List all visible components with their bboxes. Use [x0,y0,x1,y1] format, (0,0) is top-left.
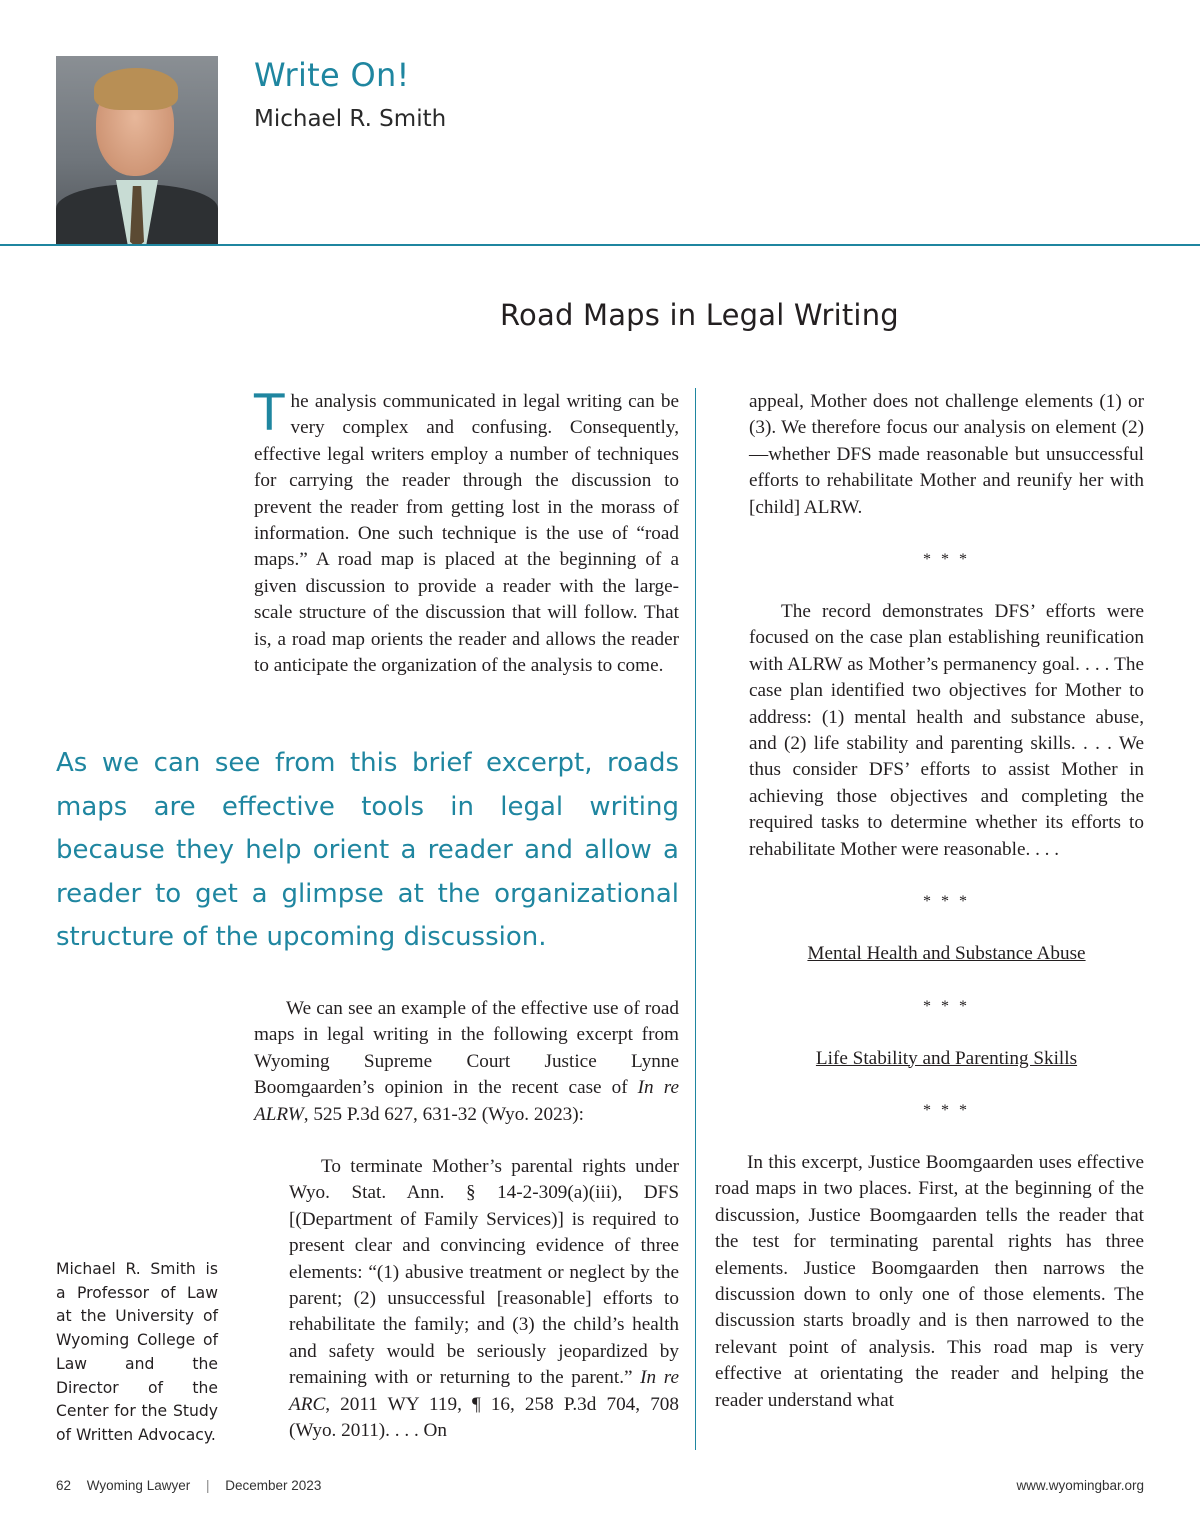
example-text-start: We can see an example of the effective use of road maps in legal writing in the following excerpt from Wyoming Supreme Court Justice Lynne Boomgaarden’s opinion in the recent case of [254,998,679,1099]
author-name: Michael R. Smith [254,106,447,132]
pull-quote: As we can see from this brief excerpt, roads maps are effective tools in legal writing because they help orient a reader and allow a reader to get a glimpse at the organizational structure of the upcoming discussion. [56,748,679,953]
page-footer [56,1478,1144,1498]
section-break: * * * [923,997,970,1015]
header-rule [0,244,1200,246]
issue-date: December 2023 [225,1478,322,1493]
column-title: Write On! [254,56,410,94]
case-citation: In re ALRW [254,1077,679,1125]
example-text-end: , 525 P.3d 627, 631-32 (Wyo. 2023): [303,1103,584,1125]
quote-right-text: The record demonstrates DFS’ efforts were focused on the case plan establishing reunification with ALRW as Mother’s permanency goal. . . . The case plan identified two objectives for Mother to address: (1) mental health and substance abuse, and (2) life stability and parenting skills. . . . We thus consider DFS’ efforts to assist Mother in achieving those objectives and completing the required tasks to determine whether its efforts to rehabilitate Mother were reasonable. . . . [749,601,1144,860]
footer-separator: | [205,1478,210,1493]
page-number: 62 [56,1478,72,1493]
website-link[interactable]: www.wyomingbar.org [1016,1478,1144,1493]
subheading: Life Stability and Parenting Skills [815,1047,1078,1069]
quote-left-text: To terminate Mother’s parental rights under Wyo. Stat. Ann. § 14-2-309(a)(iii), DFS [(Department of Family Services)] is required to present clear and convincing evidence of three elements: “(1) abusive treatment or neglect by the parent; (2) unsuccessful [reasonable] efforts to rehabilitate the family; and (3) the child’s health and safety would be seriously jeopardized by remaining with or returning to the parent.” [289,1156,679,1389]
author-photo [56,56,218,245]
intro-paragraph [254,384,679,679]
quote-left-text-end: , 2011 WY 119, ¶ 16, 258 P.3d 704, 708 (Wyo. 2011). . . . On [289,1393,679,1442]
example-paragraph [254,996,679,1128]
subheading: Mental Health and Substance Abuse [807,943,1086,965]
right-column [715,389,1144,1414]
section-break: * * * [923,1101,970,1119]
quote-right-text: appeal, Mother does not challenge elements (1) or (3). We therefore focus our analysis on element (2)—whether DFS made reasonable but unsuccessful efforts to rehabilitate Mother and reunify her with [child] ALRW. [749,391,1144,518]
publication-name: Wyoming Lawyer [86,1478,191,1493]
block-quote-left [289,1154,679,1444]
article-title: Road Maps in Legal Writing [500,298,899,332]
author-bio: Michael R. Smith is a Professor of Law at the University of Wyoming College of Law and the Director of the Center for the Study of Written Advocacy. [56,1260,218,1444]
section-break: * * * [923,551,970,569]
intro-text: he analysis communicated in legal writing can be very complex and confusing. Consequently, effective legal writers employ a number of techniques for carrying the reader through the discussion to prevent the reader from getting lost in the morass of information. One such technique is the use of “road maps.” A road map is placed at the beginning of a given discussion to provide a reader with the large-scale structure of the discussion that will follow. That is, a road map orients the reader and allows the reader to anticipate the organization of the analysis to come. [254,391,679,677]
closing-paragraph: In this excerpt, Justice Boomgaarden uses effective road maps in two places. First, at the beginning of the discussion, Justice Boomgaarden tells the reader that the test for terminating parental rights has three elements. Justice Boomgaarden then narrows the discussion down to only one of those elements. The discussion starts broadly and is then narrowed to the relevant point of analysis. This road map is very effective at orientating the reader and helping the reader understand what [715,1151,1144,1411]
section-break: * * * [923,893,970,911]
column-divider [695,388,696,1450]
drop-cap: T [254,384,285,442]
case-citation: In re ARC [289,1367,679,1415]
